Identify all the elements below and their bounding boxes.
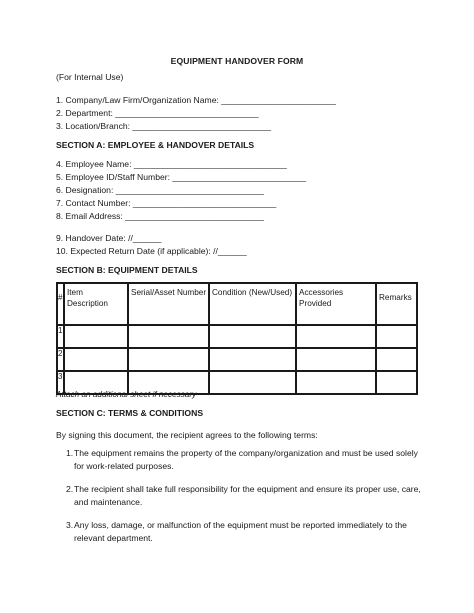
handover-date-field[interactable]: 9. Handover Date: //______ <box>56 233 162 243</box>
designation-field[interactable]: 6. Designation: _______________________________ <box>56 185 264 195</box>
item-description-cell[interactable] <box>64 348 128 371</box>
remarks-cell[interactable] <box>376 371 417 394</box>
table-row <box>57 348 417 371</box>
email-address-field[interactable]: 8. Email Address: _____________________________ <box>56 211 264 221</box>
column-header-item-description: Item Description <box>64 283 128 325</box>
serial-number-cell[interactable] <box>128 348 209 371</box>
term-number: 3. <box>66 520 74 530</box>
contact-number-field[interactable]: 7. Contact Number: ______________________________ <box>56 198 277 208</box>
table-header-row <box>57 283 417 325</box>
section-b-heading: SECTION B: EQUIPMENT DETAILS <box>56 265 198 275</box>
term-number: 1. <box>66 448 74 458</box>
company-name-field[interactable]: 1. Company/Law Firm/Organization Name: ________________________ <box>56 95 336 105</box>
additional-sheet-note: Attach an additional sheet if necessary <box>56 390 197 399</box>
employee-id-field[interactable]: 5. Employee ID/Staff Number: ____________________________ <box>56 172 307 182</box>
column-header-remarks: Remarks <box>376 283 417 325</box>
remarks-cell[interactable] <box>376 325 417 348</box>
row-number-cell: 1 <box>57 325 64 348</box>
list-item <box>56 519 426 545</box>
column-header-number: # <box>57 283 64 325</box>
internal-use-note: (For Internal Use) <box>56 72 124 82</box>
accessories-cell[interactable] <box>296 325 376 348</box>
row-number-cell: 2 <box>57 348 64 371</box>
term-number: 2. <box>66 484 74 494</box>
section-c-heading: SECTION C: TERMS & CONDITIONS <box>56 408 204 418</box>
condition-cell[interactable] <box>209 371 296 394</box>
accessories-cell[interactable] <box>296 348 376 371</box>
list-item <box>56 447 426 473</box>
employee-name-field[interactable]: 4. Employee Name: ________________________________ <box>56 159 287 169</box>
accessories-cell[interactable] <box>296 371 376 394</box>
condition-cell[interactable] <box>209 325 296 348</box>
form-title: EQUIPMENT HANDOVER FORM <box>170 56 304 66</box>
remarks-cell[interactable] <box>376 348 417 371</box>
equipment-table <box>56 282 418 395</box>
condition-cell[interactable] <box>209 348 296 371</box>
column-header-condition: Condition (New/Used) <box>209 283 296 325</box>
column-header-serial-asset-number: Serial/Asset Number <box>128 283 209 325</box>
return-date-field[interactable]: 10. Expected Return Date (if applicable): //______ <box>56 246 247 256</box>
department-field[interactable]: 2. Department: ______________________________ <box>56 108 259 118</box>
table-row <box>57 325 417 348</box>
term-text: Any loss, damage, or malfunction of the equipment must be reported immediately to the relevant department. <box>74 520 407 543</box>
item-description-cell[interactable] <box>64 325 128 348</box>
list-item <box>56 483 426 509</box>
term-text: The equipment remains the property of the company/organization and must be used solely for work-related purposes. <box>74 448 418 471</box>
location-branch-field[interactable]: 3. Location/Branch: _____________________________ <box>56 121 272 131</box>
column-header-accessories-provided: Accessories Provided <box>296 283 376 325</box>
row-number-cell: 3 <box>57 371 64 394</box>
term-text: The recipient shall take full responsibility for the equipment and ensure its proper use, care, and maintenance. <box>74 484 421 507</box>
serial-number-cell[interactable] <box>128 325 209 348</box>
terms-intro: By signing this document, the recipient agrees to the following terms: <box>56 430 318 440</box>
section-a-heading: SECTION A: EMPLOYEE & HANDOVER DETAILS <box>56 140 255 150</box>
terms-list <box>56 447 426 555</box>
